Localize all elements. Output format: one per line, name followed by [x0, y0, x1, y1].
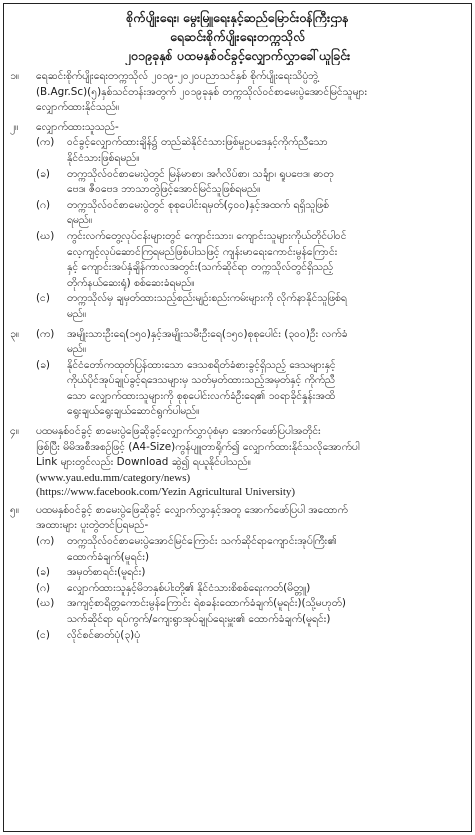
- list-item: [10, 327, 465, 358]
- item-spacer: [10, 229, 36, 291]
- item-text: [67, 167, 465, 198]
- announcement-body: [10, 69, 465, 643]
- item-label: (ဂ): [36, 198, 51, 211]
- header-university: ရေဆင်းစိုက်ပျိုးရေးတက္ကသိုလ်: [170, 29, 305, 44]
- header-ministry: စိုက်ပျိုးရေး၊ မွေးမြူရေးနှင့်ဆည်မြောင်းဝန်ကြီးဌာန: [126, 10, 349, 25]
- list-item: [10, 628, 465, 644]
- item-spacer: [10, 628, 36, 644]
- item-line: လေ့ကျင့်လုပ်ဆောင်ကြရမည်ဖြစ်ပါသဖြင့် ကျန်းမာရေးကောင်းမွန်ကြောင်း: [67, 245, 338, 258]
- item-label: (င): [36, 628, 50, 641]
- section-body: [36, 503, 465, 534]
- header-announcement-title: ၂၀၁၉ခုနှစ် ပထမနှစ်ဝင်ခွင့်လျှောက်လွှာခေါ်ယူခြင်း: [124, 48, 351, 63]
- item-line: ဗေဒ၊ ဇီဝဗေဒ ဘာသာတွဲဖြင့်အောင်မြင်သူဖြစ်ရမည်။: [67, 183, 261, 196]
- section-body: [36, 424, 465, 471]
- item-label: (ဂ): [36, 581, 51, 594]
- item-label: (ခ): [36, 358, 50, 371]
- list-item: [10, 229, 465, 291]
- item-label: (ဃ): [36, 597, 55, 610]
- item-text: [67, 565, 465, 581]
- section-4: [10, 424, 465, 499]
- item-text: [67, 358, 465, 420]
- list-item: [10, 565, 465, 581]
- section-line: Link များတွင်လည်း Download ဆွဲ၍ ရယူနိုင်ပါသည်။: [36, 456, 251, 469]
- announcement-document: [3, 3, 472, 832]
- section-number: ၁။: [10, 70, 19, 82]
- section-3: [10, 327, 465, 421]
- item-spacer: [10, 565, 36, 581]
- item-line: တက္ကသိုလ်ဝင်စာမေးပွဲအောင်မြင်ကြောင်း သက်ဆိုင်ရာကျောင်းအုပ်ကြီး၏: [67, 535, 337, 548]
- list-item: [10, 596, 465, 627]
- section-row: [10, 69, 465, 116]
- item-text: [67, 581, 465, 597]
- list-item: [10, 291, 465, 322]
- item-label: (ခ): [36, 566, 50, 579]
- item-line: သက်ဆိုင်ရာ ရပ်ကွက်/ကျေးရွာအုပ်ချုပ်ရေးမှူး၏ ထောက်ခံချက်(မူရင်း): [67, 613, 331, 625]
- item-line: မည်။: [67, 343, 87, 356]
- section-intro: လျှောက်ထားသူသည်-: [36, 120, 119, 133]
- item-label: (င): [36, 292, 50, 305]
- section-row: [10, 424, 465, 471]
- list-item: [10, 534, 465, 565]
- section-number: ၄။: [10, 425, 19, 438]
- section-row: [10, 503, 465, 534]
- item-text: [67, 198, 465, 229]
- section-number: ၅။: [10, 503, 19, 516]
- item-text: [67, 229, 465, 291]
- download-link: (https://www.facebook.com/Yezin Agricultural University): [36, 485, 296, 498]
- item-text: [67, 628, 465, 644]
- item-text: [67, 534, 465, 565]
- list-item: [10, 198, 465, 229]
- section-line: ရေဆင်းစိုက်ပျိုးရေးတက္ကသိုလ် ၂၀၁၉-၂၀၂၀ပညာသင်နှစ် စိုက်ပျိုးရေးသိပ္ပံဘွဲ့: [36, 70, 319, 82]
- item-label: (က): [36, 327, 55, 340]
- item-line: လျှောက်ထားသူနှင့်မိဘနှစ်ပါးတို့၏ နိုင်ငံသားစိစစ်ရေးကတ်(မိတ္တူ): [67, 581, 311, 594]
- section-line: ပထမနှစ်ဝင်ခွင့် စာမေးပွဲဖြေဆိုခွင့် လျှောက်လွှာနှင့်အတူ အောက်ဖော်ပြပါ အထောက်: [36, 503, 348, 516]
- section-2: [10, 120, 465, 323]
- item-spacer: [10, 135, 36, 166]
- item-label: (က): [36, 136, 55, 149]
- item-line: ထောက်ခံချက်(မူရင်း): [67, 550, 150, 563]
- item-text: [67, 596, 465, 627]
- section-number: ၃။: [10, 327, 19, 340]
- item-label: (က): [36, 535, 55, 548]
- item-spacer: [10, 291, 36, 322]
- section-number: ၂။: [10, 120, 19, 133]
- section-body: [36, 69, 465, 116]
- item-line: တိုက်နယ်ဆေးရုံ) စစ်ဆေးခံရမည်။: [67, 276, 195, 289]
- item-text: [67, 291, 465, 322]
- item-line: တက္ကသိုလ်ဝင်စာမေးပွဲတွင် မြန်မာစာ၊ အင်္ဂလိပ်စာ၊ သင်္ချာ၊ ရူပဗေဒ၊ ဓာတု: [67, 167, 334, 180]
- item-spacer: [10, 198, 36, 229]
- item-line: ရွေးချယ်ရွေးချယ်ဆောင်ရွက်ပါမည်။: [67, 405, 200, 418]
- item-spacer: [10, 534, 36, 565]
- item-spacer: [10, 596, 36, 627]
- item-line: အမှတ်စာရင်း(မူရင်း): [67, 566, 146, 579]
- item-line: ကွင်းလက်တွေ့လုပ်ငန်းများတွင် ကျောင်းသား၊ ကျောင်းသူများကိုယ်တိုင်ပါဝင်: [67, 229, 347, 242]
- item-line: ကိုယ်ပိုင်အုပ်ချုပ်ခွင့်ရဒေသများမှ သတ်မှတ်ထားသည့်အမှတ်နှင့် ကိုက်ညီ: [67, 374, 335, 387]
- item-line: တက္ကသိုလ်ဝင်စာမေးပွဲတွင် စုစုပေါင်းရမှတ်(၄၀၀)နှင့်အထက် ရရှိသူဖြစ်: [67, 198, 329, 211]
- section-line: ဖြစ်ပြီး မိမိအစီအစဉ်ဖြင့် (A4-Size)ကွန်ပျူတာရိုက်၍ လျှောက်ထားနိုင်သလိုအောက်ပါ: [36, 440, 360, 453]
- section-line: အထားများ ပူးတွဲတင်ပြရမည်-: [36, 519, 149, 532]
- list-item: [10, 358, 465, 420]
- item-line: နှင့် ကျောင်းအပ်နှံချိန်ကာလအတွင်း(သက်ဆိုင်ရာ တက္ကသိုလ်တွင်ရှိသည့်: [67, 261, 334, 274]
- list-item: [10, 135, 465, 166]
- item-text: [67, 135, 465, 166]
- item-line: သော လျှောက်ထားသူများကို စုစုပေါင်းလက်ခံဦးရေ၏ ၁၀ရာခိုင်နှုန်းအထိ: [67, 389, 335, 402]
- item-line: တက္ကသိုလ်မှ ချမှတ်ထားသည့်စည်းမျဉ်းစည်းကမ်းများကို လိုက်နာနိုင်သူဖြစ်ရ: [67, 292, 347, 305]
- item-spacer: [10, 358, 36, 420]
- item-label: (ဃ): [36, 229, 55, 242]
- item-line: မည်။: [67, 307, 87, 320]
- item-line: လိုင်စင်ဓာတ်ပုံ(၃)ပုံ: [67, 628, 141, 641]
- item-line: နိုင်ငံတော်ကထုတ်ပြန်ထားသော ဒေသစရိတ်ခံစားခွင့်ရှိသည့် ဒေသများနှင့်: [67, 358, 336, 371]
- item-line: ဝင်ခွင့်လျှောက်ထားချိန်၌ တည်ဆဲနိုင်ငံသားဖြစ်မှုဥပဒေနှင့်ကိုက်ညီသော: [67, 136, 328, 149]
- list-item: [10, 167, 465, 198]
- section-body: [36, 120, 465, 136]
- section-line: လျှောက်ထားနိုင်သည်။: [36, 101, 120, 114]
- item-spacer: [10, 167, 36, 198]
- section-line: (B.Agr.Sc)(၅)နှစ်သင်တန်းအတွက် ၂၀၁၉ခုနှစ် တက္ကသိုလ်ဝင်စာမေးပွဲအောင်မြင်သူများ: [36, 85, 368, 98]
- item-line: အကျင့်စာရိတ္တကောင်းမွန်ကြောင်း ရဲစခန်းထောက်ခံချက်(မူရင်း)(သို့မဟုတ်): [67, 597, 346, 610]
- section-row: [10, 120, 465, 136]
- item-spacer: [10, 581, 36, 597]
- section-line: ပထမနှစ်ဝင်ခွင့် စာမေးပွဲဖြေဆိုခွင့်လျှောက်လွှာပုံစံမှာ အောက်ဖော်ပြပါအတိုင်း: [36, 425, 321, 438]
- list-item: [10, 581, 465, 597]
- item-line: အမျိုးသားဦးရေ(၁၅၀)နှင့်အမျိုးသမီးဦးရေ(၁၅၀)စုစုပေါင်း (၃၀၀)ဦး လက်ခံ: [67, 327, 348, 340]
- item-label: (ခ): [36, 167, 50, 180]
- download-link: (www.yau.edu.mm/category/news): [36, 471, 191, 484]
- item-text: [67, 327, 465, 358]
- item-line: ရမည်။: [67, 214, 93, 227]
- section-1: [10, 69, 465, 116]
- section-5: [10, 503, 465, 643]
- item-line: နိုင်ငံသားဖြစ်ရမည်။: [67, 151, 140, 164]
